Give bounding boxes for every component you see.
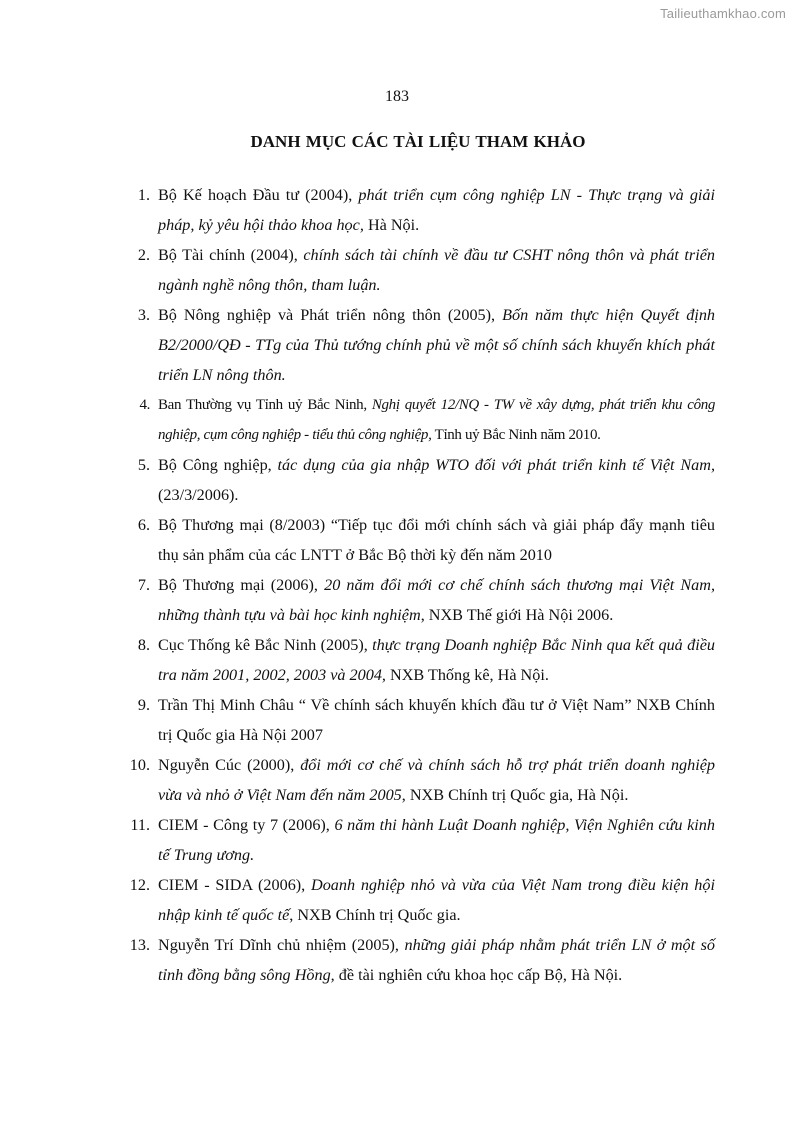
reference-text: [158, 570, 715, 630]
reference-number: 7.: [137, 576, 150, 594]
reference-item: [122, 630, 715, 690]
reference-italic: phát triển cụm công nghiệp LN - Thực trạng và giải pháp, kỷ yêu hội thảo khoa học,: [158, 186, 715, 234]
reference-plain: đề tài nghiên cứu khoa học cấp Bộ, Hà Nội.: [334, 966, 623, 984]
reference-plain: CIEM - Công ty 7 (2006),: [158, 816, 335, 834]
reference-plain: Cục Thống kê Bắc Ninh (2005),: [158, 636, 373, 654]
reference-item: [122, 300, 715, 390]
reference-item: [122, 930, 715, 990]
watermark-text: Tailieuthamkhao.com: [660, 6, 786, 21]
reference-number: 10.: [129, 756, 150, 774]
reference-item: [122, 180, 715, 240]
reference-italic: 6 năm thi hành Luật Doanh nghiệp, Viện Nghiên cứu kinh tế Trung ương.: [158, 816, 715, 864]
reference-text: [158, 750, 715, 810]
reference-item: [122, 390, 715, 450]
reference-italic: Nghị quyết 12/NQ - TW về xây dựng, phát triển khu công nghiệp, cụm công nghiệp - tiểu thủ công nghiệp,: [158, 397, 716, 443]
reference-item: [122, 570, 715, 630]
reference-item: [122, 510, 715, 570]
reference-text: [158, 930, 715, 990]
reference-number: 2.: [137, 246, 150, 264]
reference-plain: Nguyễn Trí Dĩnh chủ nhiệm (2005),: [158, 936, 405, 954]
reference-plain: Bộ Tài chính (2004),: [158, 246, 304, 264]
reference-italic: những giải pháp nhằm phát triển LN ở một số tỉnh đồng bằng sông Hồng,: [158, 936, 715, 984]
reference-number: 6.: [137, 516, 150, 534]
reference-italic: Bốn năm thực hiện Quyết định B2/2000/QĐ - TTg của Thủ tướng chính phủ về một số chính sách khuyến khích phát triển LN nông thôn.: [158, 306, 716, 384]
reference-plain: Bộ Nông nghiệp và Phát triển nông thôn (2005),: [158, 306, 503, 324]
reference-text: [158, 690, 715, 750]
page-title: DANH MỤC CÁC TÀI LIỆU THAM KHẢO: [250, 132, 586, 151]
reference-number: 8.: [137, 636, 150, 654]
reference-italic: Doanh nghiệp nhỏ và vừa của Việt Nam trong điều kiện hội nhập kinh tế quốc tế: [158, 876, 715, 924]
reference-text: [158, 630, 715, 690]
reference-plain: Nguyễn Cúc (2000),: [158, 756, 301, 774]
reference-number: 9.: [137, 696, 150, 714]
reference-plain: Hà Nội.: [363, 216, 420, 234]
reference-text: [158, 450, 715, 510]
reference-plain: Trần Thị Minh Châu “ Về chính sách khuyến khích đầu tư ở Việt Nam” NXB Chính trị Quốc gia Hà Nội 2007: [158, 696, 715, 744]
reference-plain: Tỉnh uỷ Bắc Ninh năm 2010.: [431, 427, 601, 443]
reference-item: [122, 690, 715, 750]
page-number: 183: [385, 88, 409, 105]
reference-plain: (23/3/2006).: [158, 486, 239, 504]
reference-list: [122, 180, 715, 990]
reference-item: [122, 870, 715, 930]
reference-plain: CIEM - SIDA (2006),: [158, 876, 311, 894]
reference-plain: NXB Thống kê, Hà Nội.: [385, 666, 549, 684]
reference-number: 13.: [129, 936, 150, 954]
reference-plain: Bộ Kế hoạch Đầu tư (2004),: [158, 186, 359, 204]
reference-text: [158, 240, 715, 300]
reference-plain: Bộ Thương mại (2006),: [158, 576, 325, 594]
reference-plain: Bộ Thương mại (8/2003) “Tiếp tục đổi mới chính sách và giải pháp đẩy mạnh tiêu thụ sản phẩm của các LNTT ở Bắc Bộ thời kỳ đến năm 2010: [158, 516, 715, 564]
reference-number: 5.: [137, 456, 150, 474]
reference-number: 12.: [129, 876, 150, 894]
reference-italic: 20 năm đổi mới cơ chế chính sách thương mại Việt Nam, những thành tựu và bài học kinh nghiệm: [158, 576, 716, 624]
reference-text: [158, 810, 715, 870]
reference-item: [122, 750, 715, 810]
reference-italic: tác dụng của gia nhập WTO đối với phát triển kinh tế Việt Nam,: [277, 456, 716, 474]
reference-plain: , NXB Thế giới Hà Nội 2006.: [420, 606, 614, 624]
reference-item: [122, 810, 715, 870]
reference-text: [158, 390, 715, 450]
reference-number: 1.: [137, 186, 150, 204]
reference-plain: Ban Thường vụ Tỉnh uỷ Bắc Ninh,: [158, 397, 372, 413]
reference-item: [122, 450, 715, 510]
reference-italic: đổi mới cơ chế và chính sách hỗ trợ phát triển doanh nghiệp vừa và nhỏ ở Việt Nam đến năm 2005: [158, 756, 716, 804]
reference-text: [158, 510, 715, 570]
reference-number: 3.: [137, 306, 150, 324]
reference-item: [122, 240, 715, 300]
reference-italic: chính sách tài chính về đầu tư CSHT nông thôn và phát triển ngành nghề nông thôn, tham luận.: [158, 246, 715, 294]
reference-number: 11.: [130, 816, 150, 834]
reference-plain: , NXB Chính trị Quốc gia.: [289, 906, 461, 924]
reference-text: [158, 870, 715, 930]
reference-text: [158, 300, 715, 390]
reference-number: 4.: [139, 397, 150, 413]
reference-plain: Bộ Công nghiệp,: [158, 456, 278, 474]
reference-text: [158, 180, 715, 240]
reference-italic: thực trạng Doanh nghiệp Bắc Ninh qua kết quả điều tra năm 2001, 2002, 2003 và 2004,: [158, 636, 715, 684]
reference-plain: , NXB Chính trị Quốc gia, Hà Nội.: [401, 786, 629, 804]
